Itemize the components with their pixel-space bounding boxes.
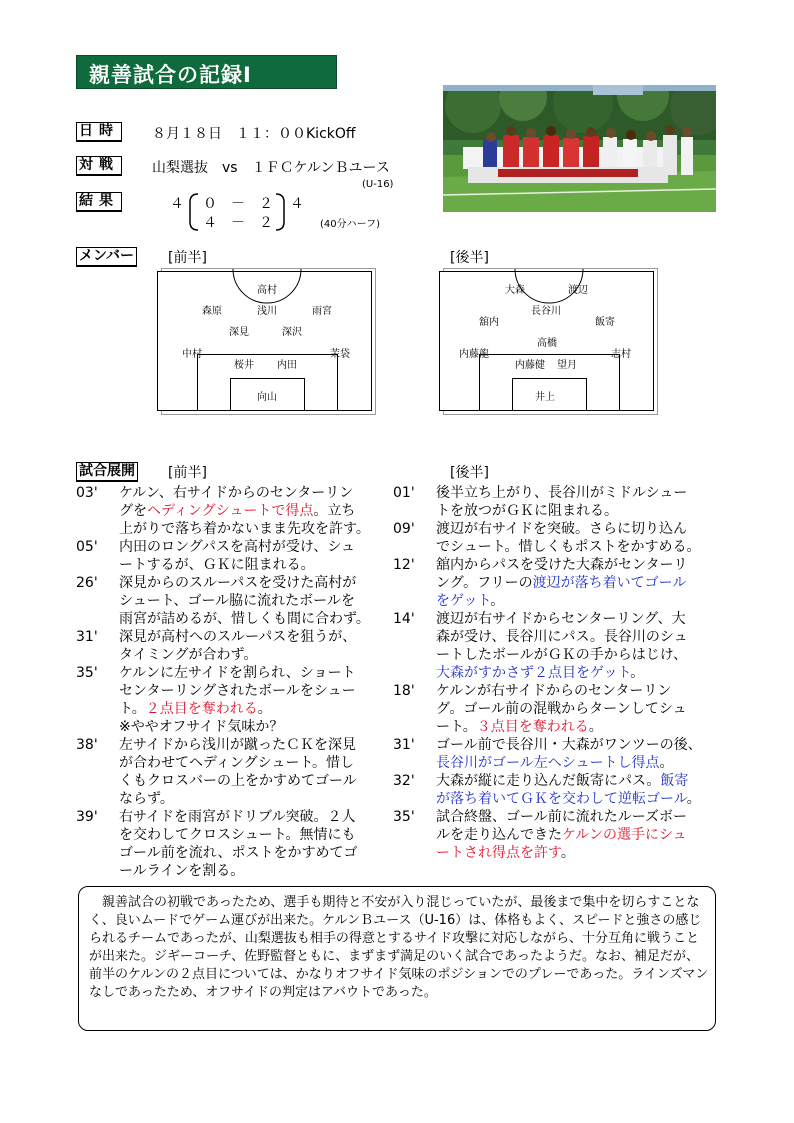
event-description: ケルン、右サイドからのセンターリン グをヘディングシュートで得点。立ち 上がりで落ち着かないまま先攻を許す。: [119, 485, 370, 537]
event-time: 35': [76, 665, 98, 681]
summary-text: 親善試合の初戦であったため、選手も期待と不安が入り混じっていたが、最後まで集中を切らすことなく、良いムードでゲーム運びが出来た。ケルンＢユース（U-16）は、体格もよく、スピードと強さの感じられるチームであったが、山梨選抜も相手の得意とするサイド攻撃に対応しながら、十分互角に戦うことが出来た。ジギーコーチ、佐野監督ともに、まずまず満足のいく試合であったようだ。なお、補足だが、前半のケルンの２点目については、かなりオフサイド気味のポジションでのプレーであった。ラインズマンなしであったため、オフサイドの判定はアバウトであった。: [89, 895, 709, 1000]
members-second-half-label: [後半]: [450, 250, 489, 266]
player: 内藤健: [515, 360, 545, 371]
player: 向山: [257, 392, 277, 403]
summary-box: [78, 886, 716, 1031]
formation-first-half: [157, 268, 377, 415]
player: 長谷川: [531, 306, 561, 317]
result-score-right: ４: [290, 196, 304, 212]
event-description: 舘内からパスを受けた大森がセンターリ ング。フリーの渡辺が落ち着いてゴール をゲット。: [436, 557, 688, 609]
formation-second-half: [439, 268, 659, 415]
event-time: 32': [393, 773, 415, 789]
event-description: ゴール前で長谷川・大森がワンツーの後、 長谷川がゴール左へシュートし得点。: [436, 737, 702, 771]
page-title-banner: [76, 55, 337, 89]
event-time: 03': [76, 485, 98, 501]
player: 浅川: [257, 306, 277, 317]
page-title: 親善試合の記録Ⅰ: [89, 63, 252, 87]
player: 渡辺: [568, 285, 588, 296]
event-time: 05': [76, 539, 98, 555]
event-time: 14': [393, 611, 415, 627]
result-label: 結果: [76, 192, 122, 212]
game-second-half-label: [後半]: [450, 465, 489, 481]
members-first-half-label: [前半]: [168, 250, 207, 266]
result-second-half: ４ － ２: [203, 215, 273, 231]
date-label: 日時: [76, 122, 122, 142]
event-time: 26': [76, 575, 98, 591]
event-description: 渡辺が右サイドを突破。さらに切り込ん でシュート。惜しくもポストをかすめる。: [436, 521, 701, 555]
event-description: 内田のロングパスを高村が受け、シュ ートするが、ＧＫに阻まれる。: [119, 539, 356, 573]
event-description: 渡辺が右サイドからセンターリング、大 森が受け、長谷川にパス。長谷川のシュ ートしたボールがＧＫの手からはじけ、 大森がすかさず２点目をゲット。: [436, 611, 688, 681]
event-description: 深見が高村へのスルーパスを狙うが、 タイミングが合わず。: [119, 629, 357, 663]
player: 井上: [535, 392, 555, 403]
event-description: ケルンに左サイドを割られ、ショート センターリングされたボールをシュー ト。２点目を奪われる。 ※ややオフサイド気味か？: [119, 665, 356, 735]
event-time: 01': [393, 485, 415, 501]
event-time: 39': [76, 809, 98, 825]
player: 深沢: [282, 327, 302, 338]
event-time: 09': [393, 521, 415, 537]
game-label: 試合展開: [76, 462, 138, 482]
first-half-events: [76, 484, 406, 884]
event-description: ケルンが右サイドからのセンターリン グ。ゴール前の混戦からターンしてシュ ート。３点目を奪われる。: [436, 683, 687, 735]
game-first-half-label: [前半]: [168, 465, 207, 481]
player: 桜井: [234, 360, 254, 371]
result-first-half: ０ － ２: [203, 196, 273, 212]
player: 舘内: [479, 317, 499, 328]
second-half-events: [393, 484, 733, 884]
player: 森原: [202, 306, 222, 317]
player: 茉袋: [330, 349, 350, 360]
event-description: 試合終盤、ゴール前に流れたルーズボー ルを走り込んできたケルンの選手にシュ ートされ得点を許す。: [436, 809, 688, 861]
match-value: 山梨選抜 vs １ＦＣケルンＢユース: [152, 160, 390, 176]
event-description: 右サイドを雨宮がドリブル突破。２人 を交わしてクロスシュート。無情にも ゴール前を流れ、ポストをかすめてゴ ールラインを割る。: [119, 809, 358, 879]
player: 望月: [557, 360, 577, 371]
player: 志村: [611, 349, 631, 360]
player: 雨宮: [312, 306, 332, 317]
event-time: 31': [393, 737, 415, 753]
event-time: 18': [393, 683, 415, 699]
event-description: 左サイドから浅川が蹴ったＣＫを深見 が合わせてヘディングシュート。惜し くもクロスバーの上をかすめてゴール ならず。: [119, 737, 357, 807]
members-label: メンバー: [76, 247, 137, 267]
result-note: (40分ハーフ): [320, 219, 381, 230]
date-value: ８月１８日 １１：００KickOff: [152, 126, 356, 142]
event-time: 31': [76, 629, 98, 645]
event-time: 35': [393, 809, 415, 825]
player: 高橋: [537, 338, 557, 349]
event-time: 38': [76, 737, 98, 753]
match-note: (U-16): [362, 179, 394, 190]
player: 内田: [277, 360, 297, 371]
player: 大森: [505, 285, 525, 296]
player: 内藤龍: [459, 349, 489, 360]
event-description: 大森が縦に走り込んだ飯寄にパス。飯寄 が落ち着いてＧＫを交わして逆転ゴール。: [436, 773, 701, 807]
event-time: 12': [393, 557, 415, 573]
player: 高村: [257, 285, 277, 296]
match-label: 対戦: [76, 156, 122, 176]
player: 深見: [229, 327, 249, 338]
event-description: 後半立ち上がり、長谷川がミドルシュー トを放つがＧＫに阻まれる。: [436, 485, 688, 519]
event-description: 深見からのスルーパスを受けた高村が シュート、ゴール脇に流れたボールを 雨宮が詰めるが、惜しくも間に合わず。: [119, 575, 370, 627]
team-photo: [443, 85, 716, 212]
player: 中村: [182, 349, 202, 360]
player: 飯寄: [595, 317, 615, 328]
result-score-left: ４: [170, 196, 184, 212]
